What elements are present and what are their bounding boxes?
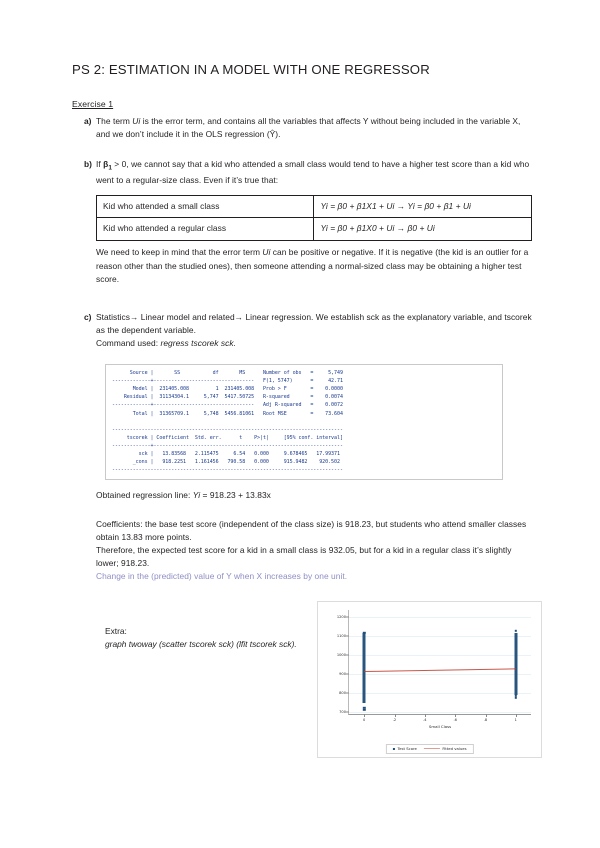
stata-line-f: -------------+---------------------------------- F(1, 5747) = 42.71 — [112, 378, 343, 385]
scatter-point — [515, 695, 517, 697]
list-item-b — [72, 158, 532, 287]
document-content — [72, 62, 532, 761]
gridline — [349, 617, 531, 618]
legend-item-fitted-values — [424, 746, 467, 751]
item-marker-none — [72, 489, 96, 583]
list-item-c — [72, 311, 532, 350]
spacer — [96, 503, 532, 518]
legend-marker-square-icon — [392, 748, 395, 751]
regression-line — [96, 489, 532, 502]
y-axis-tick — [346, 693, 349, 694]
stata-line-model: Model | 231405.008 1 231405.008 Prob > F = 0.0000 — [112, 386, 343, 393]
y-axis-tick-label: 800 — [339, 691, 346, 696]
stata-line-header: Source | SS df MS Number of obs = 5,749 — [112, 370, 343, 377]
x-axis-tick-label: .6 — [453, 717, 457, 722]
table-cell-equation-small: Yi = β0 + β1X1 + Ui → Yi = β0 + β1 + Ui — [314, 195, 532, 218]
scatter-point — [363, 631, 365, 633]
scatter-point — [363, 707, 365, 709]
regression-line-label: Obtained regression line: — [96, 490, 193, 501]
beta-cases-table — [96, 195, 532, 242]
gridline — [349, 655, 531, 656]
x-axis-tick-label: 0 — [363, 717, 366, 722]
gridline — [349, 693, 531, 694]
x-axis-tick-label: .4 — [423, 717, 427, 722]
spacer — [72, 480, 532, 489]
highlight-note: Change in the (predicted) value of Y when X increases by one unit. — [96, 570, 348, 581]
y-axis-tick — [346, 617, 349, 618]
item-a-var-ui: Ui — [132, 116, 141, 126]
conclusions-block — [72, 489, 532, 583]
scatter-point-cluster — [363, 633, 366, 704]
stata-line-coef-separator: -------------+---------------------------------------------------------------- — [112, 442, 343, 449]
legend-label-test-score: Test Score — [397, 746, 417, 752]
item-b-after-2: can be positive or negative. If it is negative (the kid is an outlier for a reason other than the studied ones), then someone attending a normal-sized class may be obtaining a higher test score. — [96, 247, 529, 285]
item-body-b — [96, 158, 532, 287]
extra-and-graph-row — [72, 601, 532, 761]
stata-line-coef-sck: sck | 13.83568 2.115475 6.54 0.000 9.678465 17.99371 — [112, 451, 340, 458]
y-axis-tick-label: 1100 — [336, 634, 346, 639]
legend-label-fitted-values: Fitted values — [442, 746, 467, 752]
extra-label: Extra: — [105, 625, 127, 636]
scatter-plot-graph — [317, 601, 542, 758]
conclusions-body — [96, 489, 532, 583]
y-axis-tick-label: 1200 — [336, 615, 346, 620]
stata-output-image — [105, 364, 503, 480]
extra-text-block — [105, 625, 315, 652]
item-marker-b: b) — [84, 159, 92, 170]
gridline — [349, 712, 531, 713]
table-cell-case-small: Kid who attended a small class — [97, 195, 314, 218]
item-a-text-2: is the error term, and contains all the variables that affects Y without being included in the variable X, and we don’t include it in the OLS regression (Ŷ). — [96, 116, 521, 140]
gridline — [349, 674, 531, 675]
item-c-command-label: Command used: — [96, 338, 161, 349]
stata-output-text — [105, 364, 503, 480]
list-item-a — [72, 115, 532, 141]
x-axis-tick-label: .8 — [483, 717, 488, 722]
extra-command: graph twoway (scatter tscorek sck) (lfit tscorek sck). — [105, 639, 297, 650]
x-axis-tick — [364, 714, 365, 717]
item-c-line-1: Statistics→ Linear model and related→ Linear regression. We establish sck as the explanatory variable, and tscorek as the dependent variable. — [96, 312, 532, 336]
regression-line-yi: Yi — [192, 490, 201, 501]
y-axis-tick — [346, 711, 349, 712]
legend-item-test-score — [392, 746, 416, 751]
x-axis-tick — [455, 714, 456, 717]
item-b-lead-1: If — [96, 159, 104, 170]
table-row — [97, 218, 532, 241]
item-b-beta-subscript: 1 — [108, 164, 112, 172]
item-body-c — [96, 311, 532, 350]
item-marker-c: c) — [84, 312, 92, 323]
item-b-after-1: We need to keep in mind that the error term — [96, 247, 263, 258]
coefficients-paragraph: Coefficients: the base test score (independent of the class size) is 918.23, but students who attend smaller classes obtain 13.83 more points. — [96, 518, 527, 542]
exercise-heading: Exercise 1 — [72, 99, 114, 109]
x-axis-tick — [486, 714, 487, 717]
item-a-text-1: The term — [96, 116, 133, 126]
chart-legend — [385, 744, 473, 754]
table-cell-case-regular: Kid who attended a regular class — [97, 218, 314, 241]
y-axis-tick-label: 700 — [339, 709, 346, 714]
stata-line-adj-r: -------------+---------------------------------- Adj R-squared = 0.0072 — [112, 402, 343, 409]
y-axis-tick — [346, 636, 349, 637]
x-axis-title: Small Class — [428, 723, 452, 729]
stata-line-total: Total | 31365709.1 5,748 5456.81061 Root MSE = 73.604 — [112, 410, 343, 417]
y-axis-tick-label: 900 — [339, 672, 346, 677]
page-title: PS 2: ESTIMATION IN A MODEL WITH ONE REGRESSOR — [72, 62, 430, 77]
spacer — [72, 143, 532, 158]
item-body-a — [96, 115, 532, 141]
item-b-beta: β — [103, 159, 109, 170]
stata-line-coef-columns: tscorek | Coefficient Std. err. t P>|t| [95% conf. interval] — [112, 434, 343, 441]
plot-area — [336, 610, 531, 729]
x-axis-tick — [395, 714, 396, 717]
therefore-paragraph: Therefore, the expected test score for a kid in a small class is 932.05, but for a kid in a regular class it’s slightly lower; 918.23. — [96, 544, 512, 568]
y-axis-tick — [346, 655, 349, 656]
item-marker-a: a) — [84, 116, 92, 126]
y-axis-tick — [346, 674, 349, 675]
x-axis-tick-label: .2 — [392, 717, 397, 722]
x-axis-tick-label: 1 — [514, 717, 517, 722]
legend-marker-line-icon — [424, 748, 440, 749]
y-axis-tick-label: 1000 — [336, 653, 346, 658]
table-cell-equation-regular: Yi = β0 + β1X0 + Ui → β0 + Ui — [314, 218, 532, 241]
item-b-lead-2: > 0, we cannot say that a kid who attended a small class would tend to have a higher test score than a kid who went to a regular-size class. Even if it’s true that: — [96, 159, 530, 186]
gridline — [349, 636, 531, 637]
spacer — [72, 289, 532, 311]
x-axis-tick — [425, 714, 426, 717]
stata-line-coef-footer: ------------------------------------------------------------------------------ — [112, 467, 343, 474]
stata-line-coef-header: ------------------------------------------------------------------------------ — [112, 426, 343, 433]
item-c-command: regress tscorek sck. — [160, 338, 236, 349]
fitted-regression-line — [364, 668, 516, 672]
table-row — [97, 195, 532, 218]
item-b-after-var-ui: Ui — [262, 247, 271, 258]
x-axis-tick — [516, 714, 517, 717]
regression-line-equation: = 918.23 + 13.83x — [200, 490, 271, 501]
scatter-point — [515, 629, 517, 631]
scatter-point-cluster — [514, 633, 517, 695]
stata-line-coef-cons: _cons | 918.2251 1.161456 790.58 0.000 915.9482 920.502 — [112, 459, 340, 466]
stata-line-residual: Residual | 31134304.1 5,747 5417.50725 R-squared = 0.0074 — [112, 394, 343, 401]
